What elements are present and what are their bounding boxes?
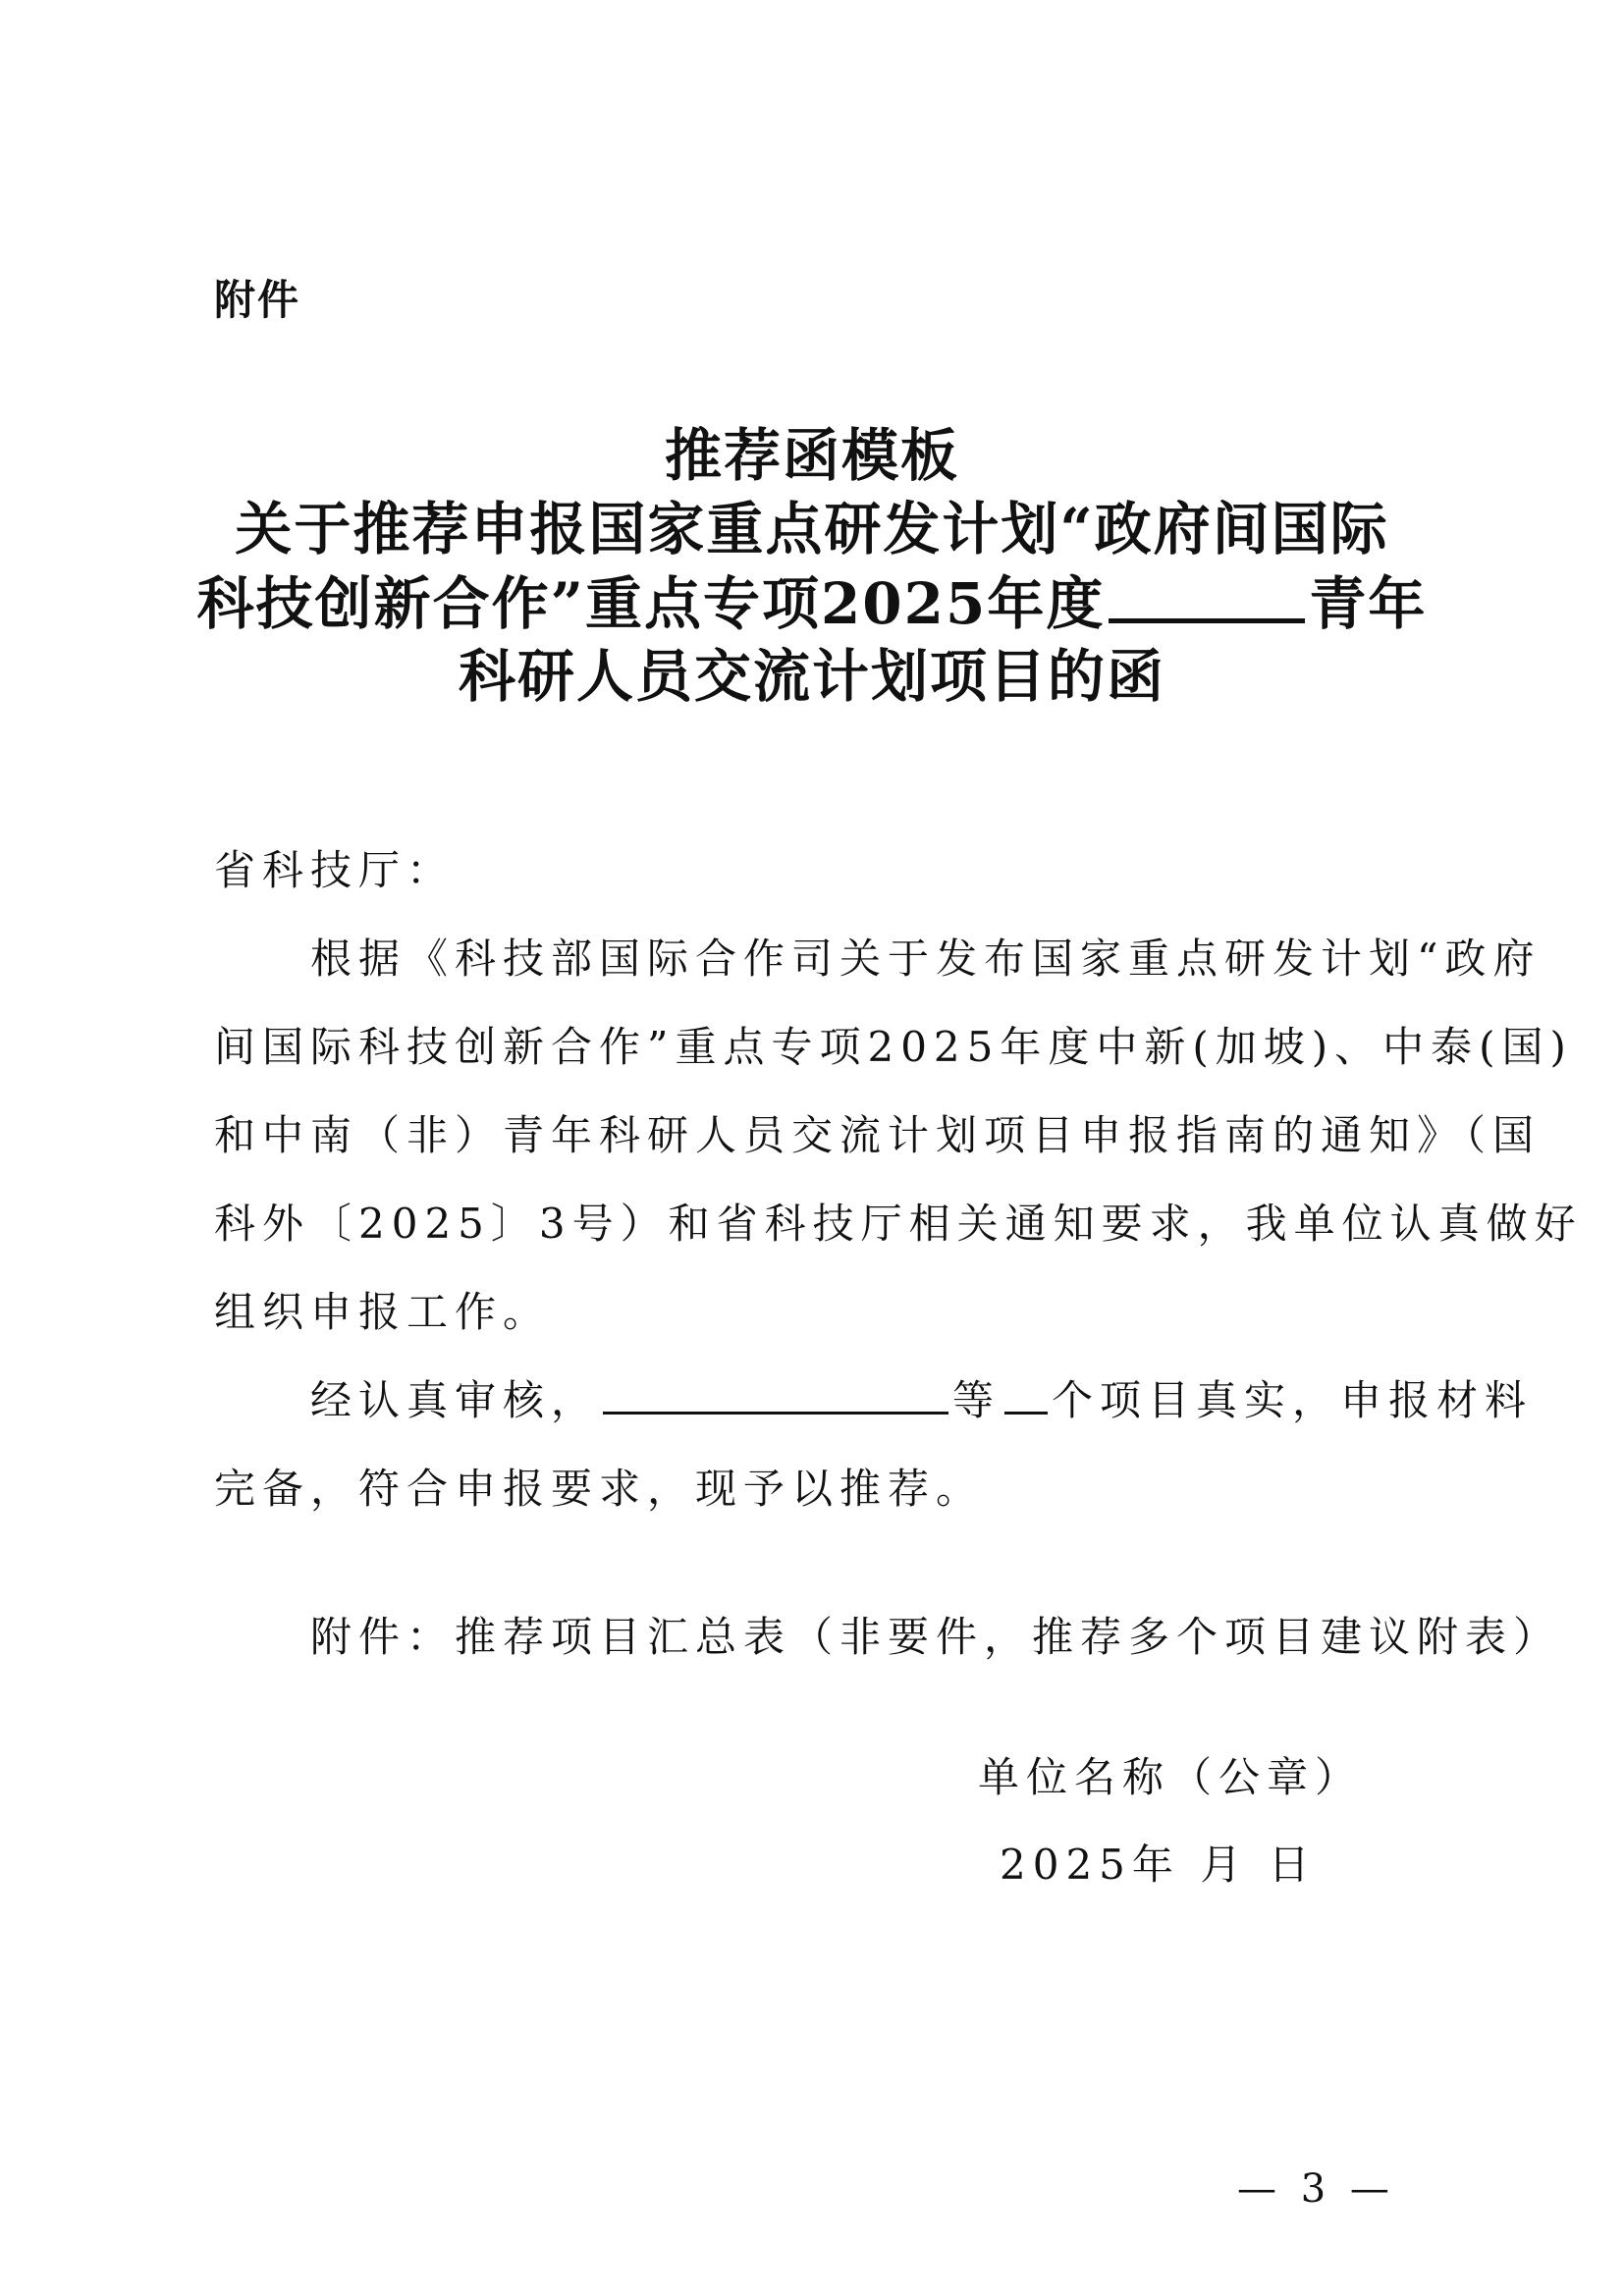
attachment-note: 附件：推荐项目汇总表（非要件，推荐多个项目建议附表） [214,1613,1562,1661]
title-line-3 [196,567,1428,639]
project-name-blank [603,1374,948,1415]
paragraph-2-line-2: 完备，符合申报要求，现予以推荐。 [214,1465,985,1513]
paragraph-2-text-a: 经认真审核， [214,1376,600,1424]
paragraph-2-line-1 [214,1356,1533,1446]
project-count-blank [1004,1374,1048,1415]
paragraph-2-text-c: 个项目真实，申报材料 [1052,1376,1534,1424]
paragraph-1-line-5: 组织申报工作。 [214,1288,552,1336]
title-line-3-part-2: 青年 [1309,570,1428,637]
signature-org: 单位名称（公章） [978,1753,1364,1801]
paragraph-2-text-b: 等 [952,1376,1001,1424]
paragraph-1-line-2: 间国际科技创新合作”重点专项2025年度中新(加坡)、中泰(国) [214,1023,1573,1071]
title-line-1: 推荐函模板 [664,422,959,489]
signature-date: 2025年 月 日 [1000,1841,1317,1889]
paragraph-1-line-1: 根据《科技部国际合作司关于发布国家重点研发计划“政府 [214,934,1542,983]
page-number: — 3 — [1237,2166,1395,2212]
title-line-4: 科研人员交流计划项目的函 [458,643,1165,710]
attachment-label: 附件 [214,276,301,324]
paragraph-1-line-3: 和中南（非）青年科研人员交流计划项目申报指南的通知》（国 [214,1111,1542,1159]
title-fill-blank [1109,567,1305,623]
paragraph-1-line-4: 科外〔2025〕3号）和省科技厅相关通知要求，我单位认真做好 [214,1200,1583,1248]
title-line-2: 关于推荐申报国家重点研发计划“政府间国际 [235,496,1389,562]
title-line-3-part-1: 科技创新合作”重点专项2025年度 [196,570,1106,637]
salutation: 省科技厅： [214,846,456,894]
